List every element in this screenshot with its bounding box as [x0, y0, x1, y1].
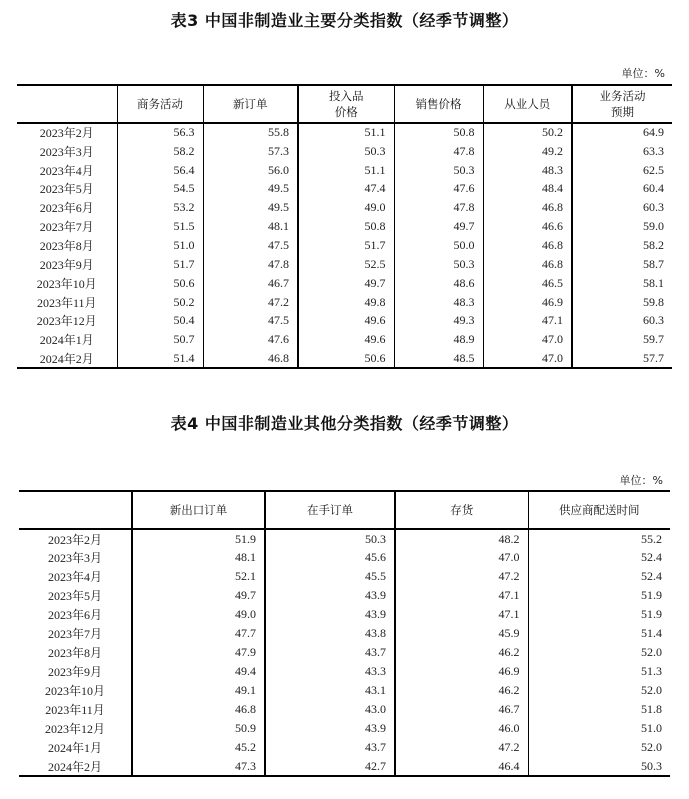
- table-cell: 47.1: [483, 311, 572, 330]
- table-row: [17, 274, 672, 293]
- table-cell: 52.4: [528, 567, 670, 586]
- table3-unit: 单位：%: [621, 67, 665, 80]
- table-cell: 49.3: [394, 311, 483, 330]
- table-cell: 48.4: [483, 180, 572, 199]
- row-label: 2023年2月: [39, 126, 94, 141]
- table-cell: 52.5: [298, 255, 394, 274]
- table-cell: 47.3: [132, 757, 265, 776]
- table-cell: 46.8: [132, 700, 265, 719]
- table4-column-header: 存货: [395, 491, 528, 529]
- table3-column-header: 从业人员: [483, 85, 572, 123]
- row-label: 2024年2月: [39, 351, 94, 366]
- table-cell: 49.1: [132, 681, 265, 700]
- table-cell: 47.4: [298, 180, 394, 199]
- table-row: [19, 567, 670, 586]
- table-cell: 51.7: [298, 236, 394, 255]
- table4-header-row: [19, 491, 670, 529]
- table-cell: 47.2: [395, 567, 528, 586]
- table-row: [19, 719, 670, 738]
- row-label: 2023年5月: [39, 182, 94, 197]
- table-row: [19, 681, 670, 700]
- row-label: 2023年10月: [44, 684, 105, 698]
- table-cell: 46.6: [483, 217, 572, 236]
- table-cell: 43.7: [265, 738, 395, 757]
- table-cell: 48.1: [203, 217, 298, 236]
- table-cell: 50.3: [265, 529, 395, 548]
- table-cell: 43.0: [265, 700, 395, 719]
- table-cell: 47.8: [203, 255, 298, 274]
- row-label: 2024年1月: [47, 741, 102, 755]
- table-cell: 49.6: [298, 330, 394, 349]
- table-cell: 50.3: [394, 161, 483, 180]
- table-cell: 47.0: [395, 548, 528, 567]
- row-label: 2023年7月: [39, 220, 94, 235]
- table-cell: 52.0: [528, 738, 670, 757]
- table-cell: 47.2: [395, 738, 528, 757]
- row-label: 2023年8月: [39, 238, 94, 253]
- table-cell: 55.2: [528, 529, 670, 548]
- table-cell: 47.6: [394, 180, 483, 199]
- table-cell: 46.2: [395, 643, 528, 662]
- table-cell: 47.5: [203, 311, 298, 330]
- row-label: 2023年9月: [39, 257, 94, 272]
- table-cell: 51.9: [528, 586, 670, 605]
- table-row: [17, 330, 672, 349]
- table-cell: 50.6: [298, 349, 394, 368]
- table-cell: 48.2: [395, 529, 528, 548]
- table-cell: 50.9: [132, 719, 265, 738]
- table-cell: 43.8: [265, 624, 395, 643]
- table-cell: 47.5: [203, 236, 298, 255]
- table-cell: 64.9: [572, 123, 672, 142]
- row-label: 2023年11月: [36, 295, 97, 310]
- table-cell: 50.2: [483, 123, 572, 142]
- table4-column-header: 在手订单: [265, 491, 395, 529]
- table-row: [17, 236, 672, 255]
- table-cell: 48.9: [394, 330, 483, 349]
- table-row: [17, 349, 672, 368]
- row-label: 2023年12月: [36, 314, 97, 329]
- table-cell: 49.7: [298, 274, 394, 293]
- table-cell: 43.3: [265, 662, 395, 681]
- table4-column-header: [19, 491, 132, 529]
- table3-column-header: [17, 85, 117, 123]
- row-label: 2023年6月: [39, 201, 94, 216]
- table-row: [17, 161, 672, 180]
- table3-column-header: 销售价格: [394, 85, 483, 123]
- table-cell: 58.2: [572, 236, 672, 255]
- table-cell: 47.2: [203, 293, 298, 312]
- table-cell: 49.5: [203, 180, 298, 199]
- table-cell: 46.7: [203, 274, 298, 293]
- row-label: 2023年5月: [47, 589, 102, 603]
- table-row: [17, 217, 672, 236]
- row-label: 2023年11月: [45, 703, 105, 717]
- table-cell: 50.8: [394, 123, 483, 142]
- table-row: [19, 624, 670, 643]
- table-cell: 48.1: [132, 548, 265, 567]
- table-cell: 51.7: [117, 255, 203, 274]
- table-row: [17, 255, 672, 274]
- table-cell: 46.0: [395, 719, 528, 738]
- table-cell: 57.3: [203, 142, 298, 161]
- table-cell: 63.3: [572, 142, 672, 161]
- table-cell: 47.9: [132, 643, 265, 662]
- table-cell: 46.2: [395, 681, 528, 700]
- table-cell: 52.0: [528, 681, 670, 700]
- table-cell: 47.1: [395, 605, 528, 624]
- table-cell: 50.8: [298, 217, 394, 236]
- table-cell: 46.8: [483, 255, 572, 274]
- table-cell: 58.7: [572, 255, 672, 274]
- table3-title: 表3 中国非制造业主要分类指数（经季节调整）: [170, 11, 519, 30]
- table-cell: 59.8: [572, 293, 672, 312]
- table-row: [17, 293, 672, 312]
- table-row: [19, 662, 670, 681]
- table-cell: 46.8: [483, 236, 572, 255]
- table-cell: 62.5: [572, 161, 672, 180]
- table-cell: 47.0: [483, 349, 572, 368]
- table-cell: 49.0: [132, 605, 265, 624]
- row-label: 2023年7月: [47, 627, 102, 641]
- table-cell: 49.8: [298, 293, 394, 312]
- table-cell: 50.3: [528, 757, 670, 776]
- row-label: 2023年4月: [39, 163, 94, 178]
- table-cell: 46.8: [483, 198, 572, 217]
- table-row: [19, 643, 670, 662]
- table-cell: 43.9: [265, 719, 395, 738]
- table-cell: 54.5: [117, 180, 203, 199]
- table-cell: 53.2: [117, 198, 203, 217]
- row-label: 2023年9月: [47, 665, 102, 679]
- table-cell: 58.2: [117, 142, 203, 161]
- table-cell: 50.3: [298, 142, 394, 161]
- table-cell: 56.3: [117, 123, 203, 142]
- table4-column-header: 供应商配送时间: [528, 491, 670, 529]
- table-cell: 46.9: [483, 293, 572, 312]
- table-cell: 51.8: [528, 700, 670, 719]
- table3: [17, 84, 672, 369]
- table-cell: 47.8: [394, 142, 483, 161]
- table4-body: [19, 529, 670, 776]
- table-cell: 50.0: [394, 236, 483, 255]
- row-label: 2023年4月: [47, 570, 102, 584]
- table-cell: 46.9: [395, 662, 528, 681]
- table4: [19, 490, 670, 777]
- table-cell: 45.2: [132, 738, 265, 757]
- table-cell: 46.5: [483, 274, 572, 293]
- row-label: 2023年6月: [47, 608, 102, 622]
- table-cell: 52.1: [132, 567, 265, 586]
- table-cell: 51.4: [528, 624, 670, 643]
- table-cell: 47.1: [395, 586, 528, 605]
- table-cell: 51.0: [117, 236, 203, 255]
- table-cell: 59.7: [572, 330, 672, 349]
- table-cell: 47.7: [132, 624, 265, 643]
- table-cell: 51.4: [117, 349, 203, 368]
- table-cell: 47.8: [394, 198, 483, 217]
- table3-column-header: 投入品 价格: [298, 85, 394, 123]
- table-cell: 50.2: [117, 293, 203, 312]
- table-cell: 48.3: [394, 293, 483, 312]
- table-cell: 42.7: [265, 757, 395, 776]
- table-cell: 45.6: [265, 548, 395, 567]
- table-cell: 60.3: [572, 311, 672, 330]
- table-cell: 50.6: [117, 274, 203, 293]
- row-label: 2023年3月: [39, 144, 94, 159]
- table-cell: 52.4: [528, 548, 670, 567]
- table3-column-header: 商务活动: [117, 85, 203, 123]
- table-cell: 60.3: [572, 198, 672, 217]
- table-cell: 57.7: [572, 349, 672, 368]
- table-cell: 49.2: [483, 142, 572, 161]
- table-cell: 51.0: [528, 719, 670, 738]
- table3-header-row: [17, 85, 672, 123]
- table-cell: 45.9: [395, 624, 528, 643]
- table-row: [19, 548, 670, 567]
- table-cell: 56.0: [203, 161, 298, 180]
- table-row: [17, 180, 672, 199]
- table-cell: 49.0: [298, 198, 394, 217]
- row-label: 2023年10月: [36, 276, 97, 291]
- table-cell: 58.1: [572, 274, 672, 293]
- table-row: [19, 700, 670, 719]
- table3-body: [17, 123, 672, 368]
- table-cell: 43.9: [265, 605, 395, 624]
- table-cell: 51.1: [298, 161, 394, 180]
- table-cell: 50.3: [394, 255, 483, 274]
- row-label: 2024年1月: [39, 333, 94, 348]
- table-cell: 47.0: [483, 330, 572, 349]
- table-row: [17, 123, 672, 142]
- table-cell: 49.6: [298, 311, 394, 330]
- table-cell: 59.0: [572, 217, 672, 236]
- table-cell: 55.8: [203, 123, 298, 142]
- table-cell: 48.6: [394, 274, 483, 293]
- table-cell: 46.8: [203, 349, 298, 368]
- table-cell: 56.4: [117, 161, 203, 180]
- table-row: [17, 198, 672, 217]
- table-row: [19, 586, 670, 605]
- table-cell: 48.5: [394, 349, 483, 368]
- table-row: [19, 757, 670, 776]
- table-cell: 49.5: [203, 198, 298, 217]
- table-cell: 47.6: [203, 330, 298, 349]
- table-cell: 52.0: [528, 643, 670, 662]
- table-cell: 46.4: [395, 757, 528, 776]
- table-cell: 43.9: [265, 586, 395, 605]
- table4-unit: 单位：%: [619, 474, 663, 487]
- row-label: 2024年2月: [47, 759, 102, 774]
- table-cell: 43.1: [265, 681, 395, 700]
- table4-title: 表4 中国非制造业其他分类指数（经季节调整）: [170, 414, 519, 433]
- table4-column-header: 新出口订单: [132, 491, 265, 529]
- table-cell: 51.9: [528, 605, 670, 624]
- table-cell: 43.7: [265, 643, 395, 662]
- table-cell: 50.7: [117, 330, 203, 349]
- table-cell: 45.5: [265, 567, 395, 586]
- table3-column-header: 业务活动 预期: [572, 85, 672, 123]
- table-cell: 48.3: [483, 161, 572, 180]
- table3-column-header: 新订单: [203, 85, 298, 123]
- table-cell: 51.9: [132, 529, 265, 548]
- table-row: [19, 529, 670, 548]
- row-label: 2023年12月: [44, 722, 105, 736]
- table-cell: 51.1: [298, 123, 394, 142]
- table-cell: 49.4: [132, 662, 265, 681]
- table-cell: 49.7: [394, 217, 483, 236]
- table-cell: 46.7: [395, 700, 528, 719]
- table-cell: 51.3: [528, 662, 670, 681]
- row-label: 2023年3月: [47, 551, 102, 565]
- row-label: 2023年8月: [47, 646, 102, 660]
- row-label: 2023年2月: [47, 532, 102, 547]
- table-row: [19, 738, 670, 757]
- table-row: [19, 605, 670, 624]
- table-cell: 50.4: [117, 311, 203, 330]
- table-row: [17, 311, 672, 330]
- table-cell: 51.5: [117, 217, 203, 236]
- table-cell: 60.4: [572, 180, 672, 199]
- table-row: [17, 142, 672, 161]
- table-cell: 49.7: [132, 586, 265, 605]
